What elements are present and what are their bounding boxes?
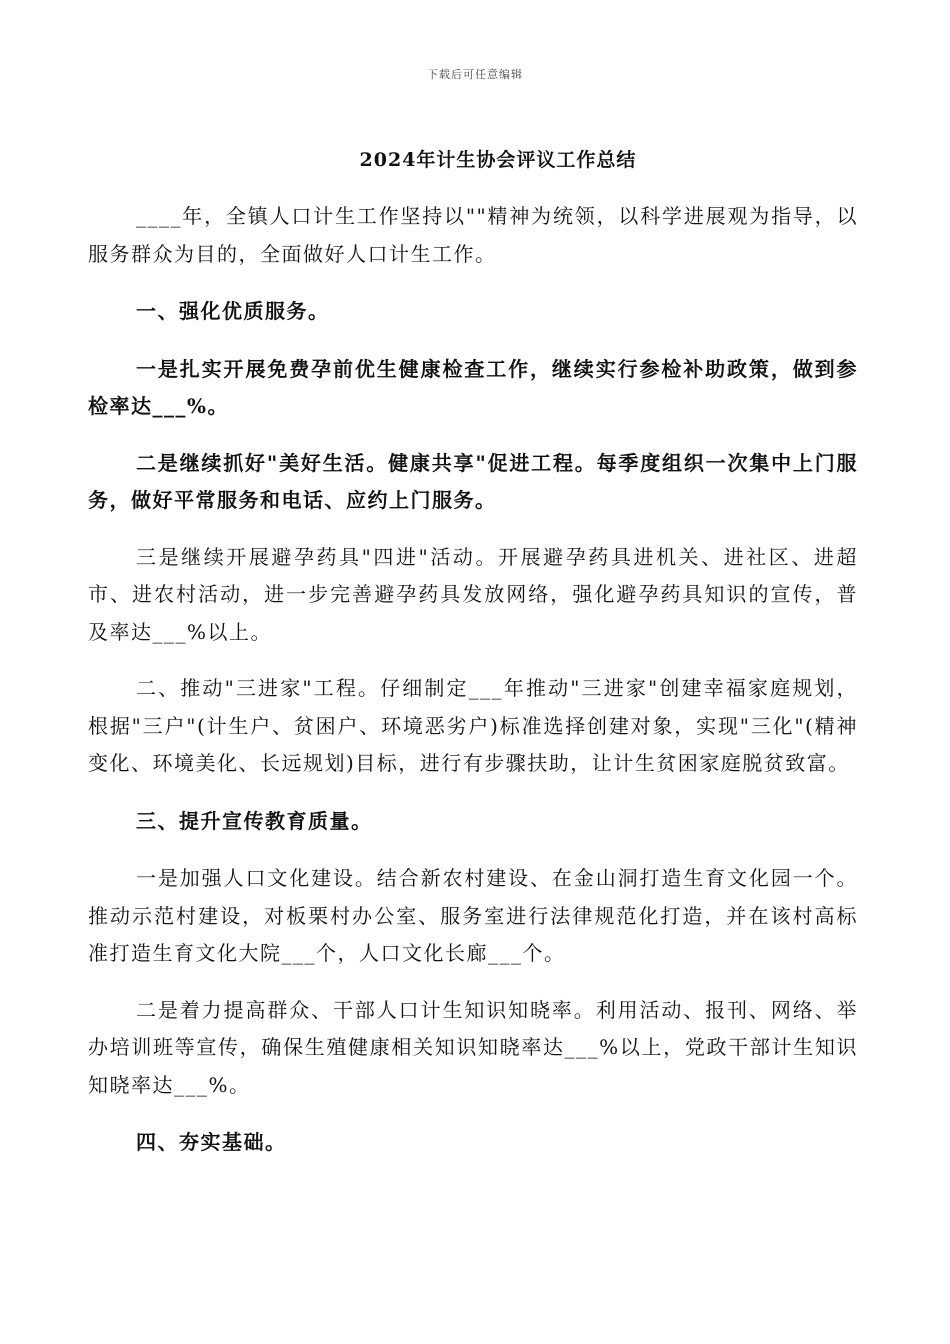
section-heading-1: 一、强化优质服务。 — [136, 299, 330, 323]
document-title: 2024年计生协会评议工作总结 — [359, 149, 637, 171]
paragraph-3-1: 一是加强人口文化建设。结合新农村建设、在金山洞打造生育文化园一个。推动示范村建设，对板栗村办公室、服务室进行法律规范化打造，并在该村高标准打造生育文化大院___个，人口文化长廊___个。 — [88, 866, 858, 965]
section-heading-3: 三、提升宣传教育质量。 — [136, 808, 373, 833]
paragraph-1-3: 三是继续开展避孕药具"四进"活动。开展避孕药具进机关、进社区、进超市、进农村活动，进一步完善避孕药具发放网络，强化避孕药具知识的宣传，普及率达___%以上。 — [88, 544, 858, 644]
intro-paragraph: ____年，全镇人口计生工作坚持以""精神为统领，以科学进展观为指导，以服务群众为目的，全面做好人口计生工作。 — [88, 204, 858, 266]
header-note: 下载后可任意编辑 — [427, 68, 523, 81]
paragraph-3-2: 二是着力提高群众、干部人口计生知识知晓率。利用活动、报刊、网络、举办培训班等宣传，确保生殖健康相关知识知晓率达___%以上，党政干部计生知识知晓率达___%。 — [88, 997, 858, 1097]
section-heading-4: 四、夯实基础。 — [136, 1130, 287, 1154]
paragraph-1-2: 二是继续抓好"美好生活。健康共享"促进工程。每季度组织一次集中上门服务，做好平常服务和电话、应约上门服务。 — [88, 450, 858, 512]
paragraph-1-1: 一是扎实开展免费孕前优生健康检查工作，继续实行参检补助政策，做到参检率达___%。 — [88, 356, 858, 418]
document-body — [88, 198, 858, 1182]
paragraph-section-2: 二、推动"三进家"工程。仔细制定___年推动"三进家"创建幸福家庭规划，根据"三户"(计生户、贫困户、环境恶劣户)标准选择创建对象，实现"三化"(精神变化、环境美化、长远规划)目标，进行有步骤扶助，让计生贫困家庭脱贫致富。 — [88, 676, 858, 775]
